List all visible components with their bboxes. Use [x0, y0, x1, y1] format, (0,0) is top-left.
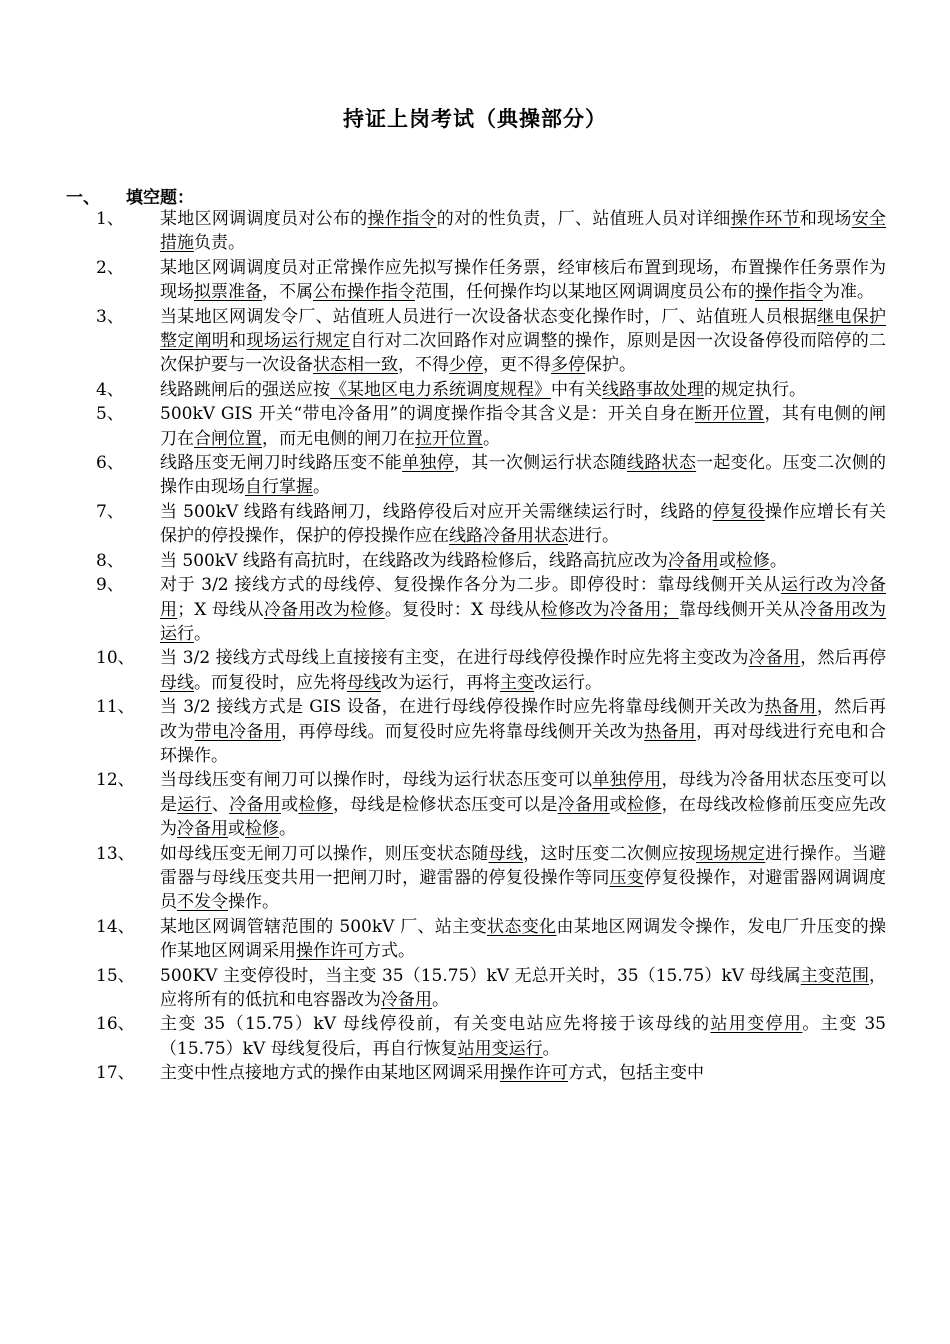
text-segment: 。	[769, 550, 787, 571]
answer-blank: 母线	[347, 672, 381, 693]
text-segment: 当 3/2 接线方式母线上直接接有主变，在进行母线停役操作时应先将主变改为	[160, 648, 749, 669]
answer-blank: 冷备用	[557, 794, 610, 815]
item-text	[160, 207, 886, 256]
text-segment: 线路压变无闸刀时线路压变不能	[160, 453, 403, 474]
text-segment: ，然后再停	[800, 648, 887, 669]
answer-blank: 检修	[245, 819, 279, 840]
answer-blank: 线路状态	[626, 453, 697, 474]
text-segment: 。	[432, 990, 449, 1010]
item-number: 10、	[96, 648, 135, 669]
answer-blank: 操作环节	[730, 209, 800, 229]
item-number: 11、	[96, 697, 135, 718]
answer-blank: 冷备用改为检修	[263, 599, 385, 620]
section-label: 填空题：	[126, 188, 194, 208]
answer-blank: 操作许可	[296, 941, 364, 962]
text-segment: 线路跳闸后的强送应按	[160, 379, 330, 400]
text-segment: 如母线压变无闸刀可以操作，则压变状态随	[160, 843, 489, 864]
text-segment: 操作应增长有关保护的停投操作，保护的停投操作应在	[160, 501, 887, 547]
text-segment: 进行操作。当避雷器与母线压变共用一把闸刀时，避雷器的停复役操作等同	[160, 843, 887, 888]
text-segment: 改运行。	[534, 672, 602, 693]
text-segment: ，这时压变二次侧应按	[523, 843, 697, 864]
text-segment: 方式，包括主变中	[568, 1063, 704, 1084]
answer-blank: 断开位置	[694, 404, 765, 425]
answer-blank: 《某地区电力系统调度规程》	[330, 379, 551, 400]
text-segment: 对于 3/2 接线方式的母线停、复役操作各分为二步。即停役时：靠母线侧开关从	[160, 575, 781, 596]
answer-blank: 冷备用	[667, 550, 719, 571]
answer-blank: 状态变化	[487, 916, 557, 937]
item-number: 14、	[96, 916, 135, 937]
answer-blank: 安全措施	[160, 209, 887, 254]
item-text	[160, 646, 886, 695]
list-item	[96, 768, 896, 841]
item-text	[160, 842, 886, 915]
item-number: 12、	[96, 770, 135, 791]
answer-blank: 冷备用	[381, 990, 432, 1010]
answer-blank: 热备用	[764, 697, 817, 718]
text-segment: 或	[281, 794, 299, 815]
text-segment: ，而无电侧的闸刀在	[262, 428, 415, 449]
item-text	[160, 451, 886, 500]
item-text	[160, 695, 886, 768]
text-segment: 或	[609, 794, 627, 815]
item-number: 13、	[96, 843, 135, 864]
answer-blank: 检修	[626, 794, 662, 815]
text-segment: 。	[483, 428, 500, 449]
text-segment: 。	[313, 477, 330, 498]
list-item	[96, 842, 896, 915]
text-segment: ，更不得	[483, 355, 551, 376]
list-item	[96, 573, 896, 646]
answer-blank: 单独停用	[592, 770, 662, 791]
item-text	[160, 768, 886, 841]
text-segment: 或	[718, 550, 736, 571]
answer-blank: 热备用	[644, 721, 697, 742]
text-segment: 自行对二次回路作对应调整的操作，原则是因一次设备停役而陪停的二次保护要与一次设备	[160, 331, 887, 376]
text-segment: 某地区网调调度员对公布的	[160, 209, 368, 229]
text-segment: 负责。	[194, 233, 245, 254]
answer-blank: 站用变运行	[457, 1038, 543, 1059]
text-segment: 一起变化。压变二次侧的操作由现场	[160, 453, 887, 498]
answer-blank: 线路冷备用状态	[449, 526, 568, 547]
text-segment: 当 500kV 线路有线路闸刀，线路停役后对应开关需继续运行时，线路的	[160, 501, 713, 522]
item-text	[160, 915, 886, 964]
answer-blank: 检修改为冷备用；	[540, 599, 679, 620]
text-segment: 主变 35（15.75）kV 母线停役前，有关变电站应先将接于该母线的	[160, 1014, 711, 1035]
list-item	[96, 695, 896, 768]
text-segment: ，母线是检修状态压变可以是	[332, 794, 558, 815]
list-item	[96, 500, 896, 549]
text-segment: 为准。	[823, 282, 874, 303]
item-number: 9、	[96, 575, 124, 596]
section-heading	[66, 183, 194, 208]
answer-blank: 运行改为冷备用	[160, 575, 886, 620]
answer-blank: 压变	[609, 867, 645, 888]
answer-blank: 母线	[488, 843, 524, 864]
answer-blank: 继电保护整定阐明	[160, 306, 887, 352]
text-segment: 由某地区网调发令操作，发电厂升压变的操作某地区网调采用	[160, 916, 887, 962]
answer-blank: 冷备用	[229, 794, 282, 815]
text-segment: 500kV GIS 开关“带电冷备用”的调度操作指令其含义是：开关自身在	[160, 404, 695, 425]
item-text	[160, 573, 886, 646]
text-segment: 当 3/2 接线方式是 GIS 设备，在进行母线停役操作时应先将靠母线侧开关改为	[160, 697, 765, 718]
text-segment: 当 500kV 线路有高抗时，在线路改为线路检修后，线路高抗应改为	[160, 550, 668, 571]
item-text	[160, 1061, 886, 1085]
text-segment: 保护。	[585, 355, 636, 376]
answer-blank: 自行掌握	[245, 477, 313, 498]
text-segment: ，不属	[262, 282, 313, 303]
text-segment: 主变中性点接地方式的操作由某地区网调采用	[160, 1063, 500, 1084]
text-segment: 的对的性负责，厂、站值班人员对详细	[436, 209, 731, 229]
text-segment: ，再停母线。而复役时应先将靠母线侧开关改为	[281, 721, 645, 742]
answer-blank: 操作指令	[755, 282, 823, 303]
answer-blank: 少停	[449, 355, 483, 376]
text-segment: 或	[228, 819, 245, 840]
item-text	[160, 549, 886, 573]
text-segment: 靠母线侧开关从	[678, 599, 800, 620]
item-text	[160, 378, 886, 402]
answer-blank: 不发令	[177, 892, 228, 913]
answer-blank: 带电冷备用	[194, 721, 282, 742]
item-number: 15、	[96, 965, 135, 986]
list-item	[96, 549, 896, 573]
text-segment: ；X 母线从	[177, 599, 264, 620]
item-text	[160, 256, 886, 305]
list-item	[96, 402, 896, 451]
item-number: 17、	[96, 1063, 135, 1084]
answer-blank: 现场规定	[696, 843, 766, 864]
answer-blank: 主变范围	[800, 965, 870, 986]
item-text	[160, 500, 886, 549]
list-item	[96, 451, 896, 500]
item-text	[160, 1012, 886, 1061]
answer-blank: 冷备用改为运行	[160, 599, 887, 644]
text-segment: ，其有电侧的闸刀在	[160, 404, 887, 449]
answer-blank: 拉开位置	[415, 428, 483, 449]
answer-blank: 多停	[551, 355, 585, 376]
text-segment: 的规定执行。	[704, 379, 806, 400]
text-segment: 进行。	[568, 526, 619, 547]
list-item	[96, 1012, 896, 1061]
text-segment: ，再对母线进行充电和合环操作。	[160, 721, 887, 766]
text-segment: 。而复役时，应先将	[194, 672, 347, 693]
text-segment: ，母线为冷备用状态压变可以是	[160, 770, 887, 815]
text-segment: 停复役操作，对避雷器网调调度员	[160, 867, 887, 913]
item-number: 3、	[96, 306, 124, 327]
item-number: 6、	[96, 453, 124, 474]
section-number: 一、	[66, 188, 100, 208]
answer-blank: 冷备用	[748, 648, 801, 669]
text-segment: ，其一次侧运行状态随	[454, 453, 627, 474]
text-segment: 、	[211, 794, 230, 815]
item-number: 5、	[96, 404, 124, 425]
list-item	[96, 378, 896, 402]
text-segment: 500KV 主变停役时，当主变 35（15.75）kV 无总开关时，35（15.75）kV 母线属	[160, 965, 801, 986]
answer-blank: 操作指令	[367, 209, 437, 229]
text-segment: ，不得	[398, 355, 449, 376]
text-segment: 和	[229, 331, 247, 352]
text-segment: 改为运行，再将	[381, 672, 500, 693]
text-segment: 。	[279, 819, 296, 840]
text-segment: 范围，任何操作均以某地区网调调度员公布的	[415, 282, 755, 303]
answer-blank: 线路事故处理	[602, 379, 704, 400]
text-segment: 某地区网调调度员对正常操作应先拟写操作任务票，经审核后布置到现场，布置操作任务票作为现场	[160, 257, 886, 303]
list-item	[96, 915, 896, 964]
text-segment: 当某地区网调发令厂、站值班人员进行一次设备状态变化操作时，厂、站值班人员根据	[160, 306, 818, 327]
list-item	[96, 207, 896, 256]
item-number: 2、	[96, 257, 124, 278]
text-segment: 和现场	[799, 209, 852, 229]
item-number: 4、	[96, 379, 124, 400]
answer-blank: 合闸位置	[194, 428, 262, 449]
answer-blank: 检修	[735, 550, 770, 571]
text-segment: ，应将所有的低抗和电容器改为	[160, 965, 887, 1010]
item-number: 7、	[96, 501, 124, 522]
answer-blank: 停复役	[712, 501, 765, 522]
list-item	[96, 305, 896, 378]
question-list	[96, 207, 896, 1086]
answer-blank: 冷备用	[177, 819, 228, 840]
answer-blank: 公布操作指令	[313, 282, 415, 303]
answer-blank: 单独停	[402, 453, 454, 474]
text-segment: 。主变 35（15.75）kV 母线复役后，再自行恢复	[160, 1014, 887, 1059]
text-segment: ，在母线改检修前压变应先改为	[160, 794, 887, 840]
text-segment: 。	[194, 623, 211, 644]
text-segment: 。	[542, 1038, 560, 1059]
item-number: 1、	[96, 209, 124, 229]
text-segment: 方式。	[364, 941, 415, 962]
answer-blank: 站用变停用	[710, 1014, 803, 1035]
list-item	[96, 256, 896, 305]
list-item	[96, 1061, 896, 1085]
item-number: 8、	[96, 550, 124, 571]
item-text	[160, 402, 886, 451]
text-segment: 当母线压变有闸刀可以操作时，母线为运行状态压变可以	[160, 770, 593, 791]
list-item	[96, 646, 896, 695]
answer-blank: 运行	[177, 794, 212, 815]
answer-blank: 检修	[298, 794, 333, 815]
answer-blank: 操作许可	[500, 1063, 568, 1084]
text-segment: 操作。	[228, 892, 279, 913]
item-text	[160, 305, 886, 378]
text-segment: 。复役时：X 母线从	[384, 599, 541, 620]
answer-blank: 母线	[160, 672, 194, 693]
item-text	[160, 964, 886, 1013]
text-segment: ，然后再改为	[160, 697, 887, 742]
answer-blank: 现场运行规定	[246, 331, 351, 352]
text-segment: 中有关	[551, 379, 602, 400]
document-title: 持证上岗考试（典操部分）	[343, 106, 607, 131]
answer-blank: 主变	[500, 672, 534, 693]
answer-blank: 状态相一致	[313, 355, 398, 376]
item-number: 16、	[96, 1014, 135, 1035]
text-segment: 某地区网调管辖范围的 500kV 厂、站主变	[160, 916, 488, 937]
list-item	[96, 964, 896, 1013]
answer-blank: 拟票准备	[194, 282, 262, 303]
